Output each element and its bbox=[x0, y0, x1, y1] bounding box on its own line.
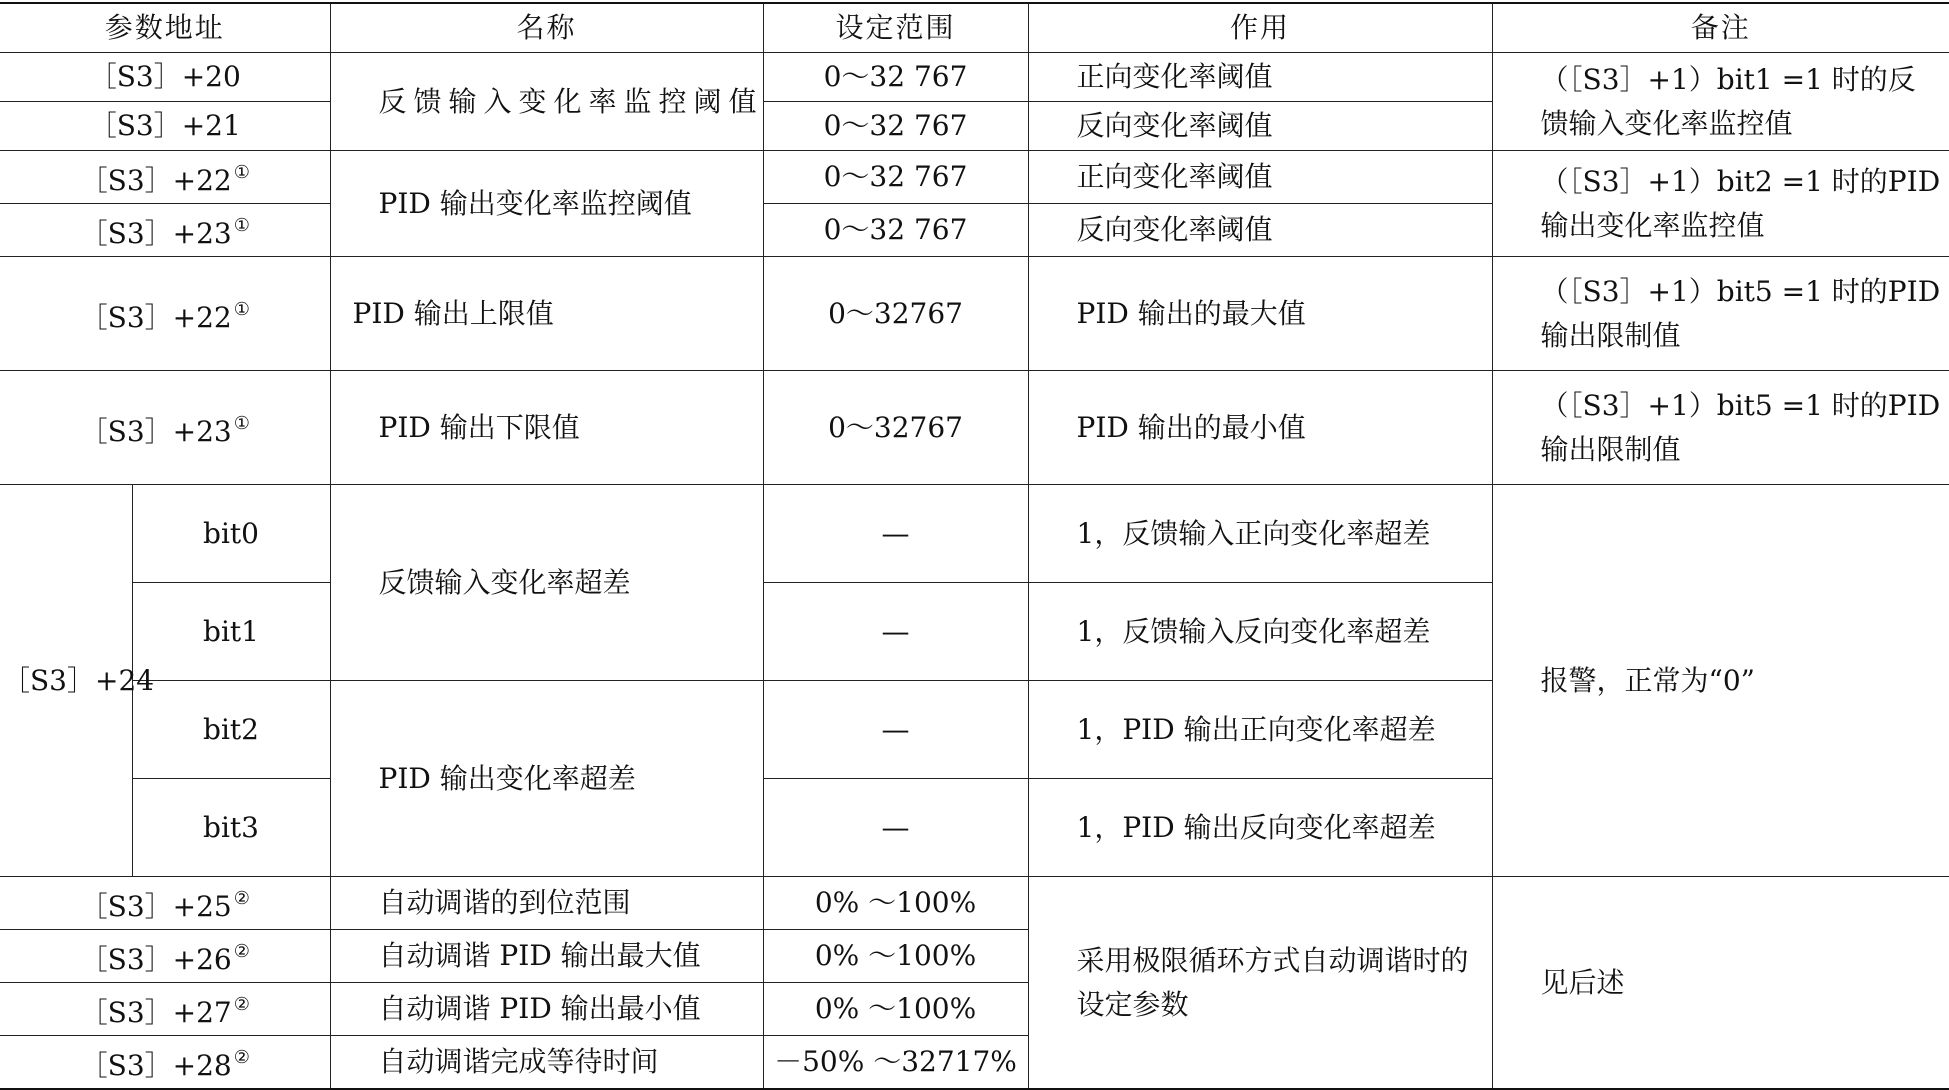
address-cell: ［S3］+24 bbox=[0, 485, 132, 877]
header-remark: 备注 bbox=[1492, 3, 1949, 53]
address-cell: ［S3］+22 ① bbox=[0, 151, 330, 204]
function-cell: 正向变化率阈值 bbox=[1028, 151, 1492, 204]
address-cell: ［S3］+20 bbox=[0, 53, 330, 102]
address-cell: ［S3］+21 bbox=[0, 102, 330, 151]
address-cell: ［S3］+23 ① bbox=[0, 204, 330, 257]
name-cell: 自动调谐的到位范围 bbox=[330, 877, 763, 930]
footnote-mark: ② bbox=[233, 888, 250, 909]
range-cell: 0～32 767 bbox=[763, 151, 1028, 204]
header-function: 作用 bbox=[1028, 3, 1492, 53]
name-cell: 自动调谐完成等待时间 bbox=[330, 1036, 763, 1090]
bit-cell: bit2 bbox=[132, 681, 330, 779]
table-row bbox=[0, 485, 1949, 583]
table-row bbox=[0, 877, 1949, 930]
function-cell: 反向变化率阈值 bbox=[1028, 204, 1492, 257]
name-cell: PID 输出下限值 bbox=[330, 371, 763, 485]
footnote-mark: ② bbox=[233, 941, 250, 962]
footnote-mark: ① bbox=[233, 412, 250, 434]
footnote-mark: ① bbox=[233, 298, 250, 320]
address-cell: ［S3］+22 ① bbox=[0, 257, 330, 371]
function-cell: 1，PID 输出正向变化率超差 bbox=[1028, 681, 1492, 779]
remark-cell: （［S3］+1）bit2 =1 时的PID 输出变化率监控值 bbox=[1492, 151, 1949, 257]
range-cell: －50% ～32717% bbox=[763, 1036, 1028, 1090]
range-cell: 0% ～100% bbox=[763, 877, 1028, 930]
header-address: 参数地址 bbox=[0, 3, 330, 53]
name-cell: 反馈输入变化率超差 bbox=[330, 485, 763, 681]
address-cell: ［S3］+26 ② bbox=[0, 930, 330, 983]
parameter-table bbox=[0, 2, 1949, 1090]
name-cell: PID 输出变化率监控阈值 bbox=[330, 151, 763, 257]
table-row bbox=[0, 371, 1949, 485]
table-row bbox=[0, 151, 1949, 204]
remark-cell: （［S3］+1）bit1 =1 时的反馈输入变化率监控值 bbox=[1492, 53, 1949, 151]
footnote-mark: ① bbox=[233, 162, 250, 183]
function-cell: 1，反馈输入正向变化率超差 bbox=[1028, 485, 1492, 583]
name-cell: 自动调谐 PID 输出最小值 bbox=[330, 983, 763, 1036]
remark-cell: 报警，正常为“0” bbox=[1492, 485, 1949, 877]
address-cell: ［S3］+28 ② bbox=[0, 1036, 330, 1090]
range-cell: 0～32 767 bbox=[763, 204, 1028, 257]
table-header-row bbox=[0, 3, 1949, 53]
function-cell: 1，PID 输出反向变化率超差 bbox=[1028, 779, 1492, 877]
function-cell: PID 输出的最小值 bbox=[1028, 371, 1492, 485]
range-cell: — bbox=[763, 681, 1028, 779]
footnote-mark: ② bbox=[233, 994, 250, 1015]
function-cell: 采用极限循环方式自动调谐时的设定参数 bbox=[1028, 877, 1492, 1090]
remark-cell: （［S3］+1）bit5 =1 时的PID 输出限制值 bbox=[1492, 371, 1949, 485]
bit-cell: bit0 bbox=[132, 485, 330, 583]
function-cell: PID 输出的最大值 bbox=[1028, 257, 1492, 371]
table-row bbox=[0, 257, 1949, 371]
footnote-mark: ① bbox=[233, 215, 250, 236]
range-cell: 0～32 767 bbox=[763, 53, 1028, 102]
function-cell: 1，反馈输入反向变化率超差 bbox=[1028, 583, 1492, 681]
range-cell: 0% ～100% bbox=[763, 983, 1028, 1036]
name-cell: 自动调谐 PID 输出最大值 bbox=[330, 930, 763, 983]
address-cell: ［S3］+25 ② bbox=[0, 877, 330, 930]
name-cell: PID 输出上限值 bbox=[330, 257, 763, 371]
range-cell: 0～32767 bbox=[763, 371, 1028, 485]
name-cell: 反馈输入变化率监控阈值 bbox=[330, 53, 763, 151]
remark-cell: 见后述 bbox=[1492, 877, 1949, 1090]
range-cell: — bbox=[763, 583, 1028, 681]
function-cell: 正向变化率阈值 bbox=[1028, 53, 1492, 102]
range-cell: 0～32 767 bbox=[763, 102, 1028, 151]
bit-cell: bit1 bbox=[132, 583, 330, 681]
range-cell: — bbox=[763, 485, 1028, 583]
name-cell: PID 输出变化率超差 bbox=[330, 681, 763, 877]
remark-cell: （［S3］+1）bit5 =1 时的PID 输出限制值 bbox=[1492, 257, 1949, 371]
header-range: 设定范围 bbox=[763, 3, 1028, 53]
range-cell: — bbox=[763, 779, 1028, 877]
address-cell: ［S3］+27 ② bbox=[0, 983, 330, 1036]
footnote-mark: ② bbox=[233, 1047, 250, 1068]
range-cell: 0～32767 bbox=[763, 257, 1028, 371]
header-name: 名称 bbox=[330, 3, 763, 53]
range-cell: 0% ～100% bbox=[763, 930, 1028, 983]
bit-cell: bit3 bbox=[132, 779, 330, 877]
table-row bbox=[0, 53, 1949, 102]
function-cell: 反向变化率阈值 bbox=[1028, 102, 1492, 151]
address-cell: ［S3］+23 ① bbox=[0, 371, 330, 485]
